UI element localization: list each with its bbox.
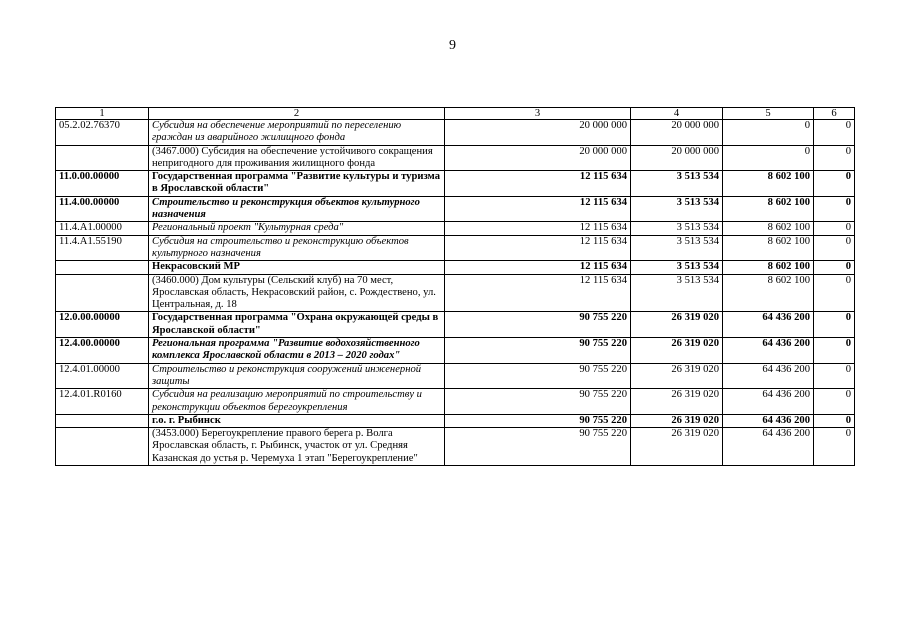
cell-amount-total: 12 115 634 [445, 274, 631, 312]
cell-amount-col4: 26 319 020 [631, 414, 723, 427]
cell-amount-col4: 26 319 020 [631, 338, 723, 364]
cell-name: (3453.000) Берегоукрепление правого берега р. Волга Ярославская область, г. Рыбинск, участок от ул. Средняя Казанская до устья р. Черемуха 1 этап "Берегоукрепление" [149, 428, 445, 466]
cell-name: Региональный проект "Культурная среда" [149, 222, 445, 235]
cell-amount-col5: 8 602 100 [723, 235, 814, 261]
cell-amount-col6: 0 [814, 414, 855, 427]
cell-amount-col4: 26 319 020 [631, 389, 723, 415]
table-row [56, 171, 855, 197]
cell-name: Субсидия на обеспечение мероприятий по переселению граждан из аварийного жилищного фонда [149, 120, 445, 146]
cell-amount-col5: 64 436 200 [723, 363, 814, 389]
cell-amount-total: 12 115 634 [445, 222, 631, 235]
cell-name: Строительство и реконструкция сооружений инженерной защиты [149, 363, 445, 389]
cell-amount-total: 90 755 220 [445, 338, 631, 364]
cell-amount-col6: 0 [814, 389, 855, 415]
cell-code [56, 145, 149, 171]
cell-code [56, 428, 149, 466]
cell-amount-col5: 0 [723, 120, 814, 146]
table-row [56, 235, 855, 261]
table-row [56, 222, 855, 235]
cell-code: 11.4.A1.55190 [56, 235, 149, 261]
cell-amount-col4: 3 513 534 [631, 274, 723, 312]
cell-amount-col6: 0 [814, 171, 855, 197]
cell-amount-col6: 0 [814, 261, 855, 274]
table-row [56, 338, 855, 364]
cell-amount-total: 20 000 000 [445, 145, 631, 171]
column-header: 1 [56, 108, 149, 120]
cell-amount-col6: 0 [814, 120, 855, 146]
cell-code: 12.4.01.R0160 [56, 389, 149, 415]
cell-amount-col4: 20 000 000 [631, 120, 723, 146]
cell-amount-col4: 3 513 534 [631, 171, 723, 197]
cell-amount-total: 12 115 634 [445, 235, 631, 261]
cell-amount-total: 20 000 000 [445, 120, 631, 146]
table-row [56, 428, 855, 466]
cell-amount-col4: 3 513 534 [631, 222, 723, 235]
cell-amount-col4: 26 319 020 [631, 312, 723, 338]
cell-amount-col5: 64 436 200 [723, 414, 814, 427]
cell-code: 11.4.00.00000 [56, 196, 149, 222]
cell-amount-col6: 0 [814, 274, 855, 312]
cell-amount-col6: 0 [814, 428, 855, 466]
cell-code [56, 274, 149, 312]
cell-amount-col4: 20 000 000 [631, 145, 723, 171]
cell-amount-col4: 26 319 020 [631, 428, 723, 466]
table-row [56, 363, 855, 389]
column-header: 3 [445, 108, 631, 120]
table-row [56, 145, 855, 171]
column-header: 5 [723, 108, 814, 120]
cell-amount-total: 90 755 220 [445, 363, 631, 389]
table-row [56, 414, 855, 427]
page-number: 9 [449, 38, 456, 53]
cell-amount-col5: 8 602 100 [723, 274, 814, 312]
cell-code [56, 261, 149, 274]
cell-code: 11.4.A1.00000 [56, 222, 149, 235]
table-row [56, 274, 855, 312]
cell-amount-total: 90 755 220 [445, 428, 631, 466]
cell-name: Субсидия на реализацию мероприятий по строительству и реконструкции объектов берегоукрепления [149, 389, 445, 415]
cell-amount-col6: 0 [814, 338, 855, 364]
cell-code: 12.0.00.00000 [56, 312, 149, 338]
cell-amount-col4: 3 513 534 [631, 196, 723, 222]
cell-amount-col5: 8 602 100 [723, 222, 814, 235]
cell-name: Государственная программа "Охрана окружающей среды в Ярославской области" [149, 312, 445, 338]
cell-amount-col6: 0 [814, 196, 855, 222]
table-row [56, 389, 855, 415]
table-row [56, 261, 855, 274]
cell-amount-total: 12 115 634 [445, 196, 631, 222]
cell-name: Строительство и реконструкция объектов культурного назначения [149, 196, 445, 222]
cell-amount-col6: 0 [814, 235, 855, 261]
cell-code: 12.4.00.00000 [56, 338, 149, 364]
cell-amount-total: 90 755 220 [445, 414, 631, 427]
cell-amount-col4: 26 319 020 [631, 363, 723, 389]
table-row [56, 312, 855, 338]
cell-name: Государственная программа "Развитие культуры и туризма в Ярославской области" [149, 171, 445, 197]
cell-amount-col5: 8 602 100 [723, 196, 814, 222]
cell-amount-total: 90 755 220 [445, 389, 631, 415]
cell-amount-col6: 0 [814, 312, 855, 338]
cell-amount-col5: 64 436 200 [723, 428, 814, 466]
budget-table [55, 107, 855, 466]
column-header: 6 [814, 108, 855, 120]
cell-amount-total: 12 115 634 [445, 171, 631, 197]
column-header-row [56, 108, 855, 120]
cell-amount-col5: 64 436 200 [723, 312, 814, 338]
cell-amount-col4: 3 513 534 [631, 261, 723, 274]
cell-name: Некрасовский МР [149, 261, 445, 274]
cell-amount-col5: 0 [723, 145, 814, 171]
cell-code: 11.0.00.00000 [56, 171, 149, 197]
cell-code [56, 414, 149, 427]
cell-amount-col5: 8 602 100 [723, 171, 814, 197]
cell-name: Региональная программа "Развитие водохозяйственного комплекса Ярославской области в 2013 – 2020 годах" [149, 338, 445, 364]
cell-name: г.о. г. Рыбинск [149, 414, 445, 427]
column-header: 2 [149, 108, 445, 120]
table-row [56, 196, 855, 222]
column-header: 4 [631, 108, 723, 120]
cell-name: (3460.000) Дом культуры (Сельский клуб) на 70 мест, Ярославская область, Некрасовский район, с. Рождествено, ул. Центральная, д. 18 [149, 274, 445, 312]
cell-name: (3467.000) Субсидия на обеспечение устойчивого сокращения непригодного для проживания жилищного фонда [149, 145, 445, 171]
table-row [56, 120, 855, 146]
cell-code: 12.4.01.00000 [56, 363, 149, 389]
cell-amount-col5: 64 436 200 [723, 338, 814, 364]
cell-amount-col6: 0 [814, 363, 855, 389]
cell-amount-col6: 0 [814, 222, 855, 235]
cell-amount-col4: 3 513 534 [631, 235, 723, 261]
cell-amount-col5: 8 602 100 [723, 261, 814, 274]
cell-amount-total: 12 115 634 [445, 261, 631, 274]
cell-amount-col6: 0 [814, 145, 855, 171]
cell-amount-col5: 64 436 200 [723, 389, 814, 415]
cell-amount-total: 90 755 220 [445, 312, 631, 338]
cell-code: 05.2.02.76370 [56, 120, 149, 146]
cell-name: Субсидия на строительство и реконструкцию объектов культурного назначения [149, 235, 445, 261]
